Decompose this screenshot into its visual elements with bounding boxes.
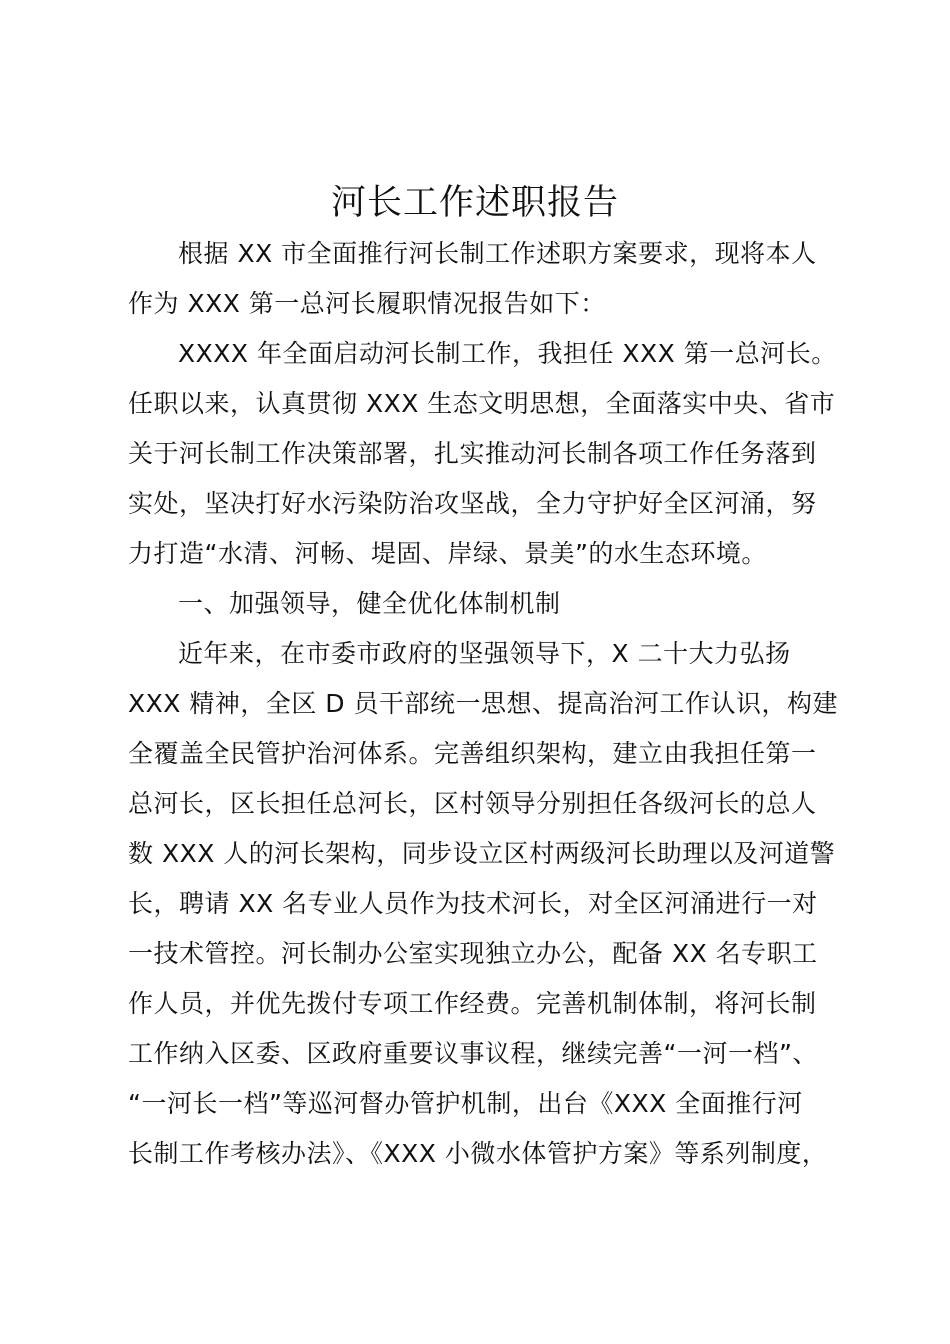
- paragraph-line: 力打造“水清、河畅、堤固、岸绿、景美”的水生态环境。: [128, 539, 767, 568]
- paragraph-line: 一技术管控。河长制办公室实现独立办公，配备 XX 名专职工: [128, 939, 818, 968]
- paragraph-line: 作为 XXX 第一总河长履职情况报告如下：: [128, 289, 606, 318]
- paragraph-line: 长，聘请 XX 名专业人员作为技术河长，对全区河涌进行一对: [128, 889, 818, 918]
- paragraph-line: 长制工作考核办法》、《XXX 小微水体管护方案》等系列制度，: [128, 1139, 828, 1168]
- paragraph-line: 数 XXX 人的河长架构，同步设立区村两级河长助理以及河道警: [128, 839, 836, 868]
- paragraph-line: “一河长一档”等巡河督办管护机制，出台《XXX 全面推行河: [128, 1089, 803, 1118]
- paragraph-line: 作人员，并优先拨付专项工作经费。完善机制体制，将河长制: [128, 989, 817, 1018]
- document-title: 河长工作述职报告: [330, 183, 619, 223]
- paragraph-line: 实处，坚决打好水污染防治攻坚战，全力守护好全区河涌，努: [128, 489, 817, 518]
- paragraph-line: 工作纳入区委、区政府重要议事议程，继续完善“一河一档”、: [128, 1039, 818, 1068]
- paragraph-line: 关于河长制工作决策部署，扎实推动河长制各项工作任务落到: [128, 439, 817, 468]
- paragraph-line: 近年来，在市委市政府的坚强领导下，X 二十大力弘扬: [178, 639, 791, 668]
- paragraph-line: 总河长，区长担任总河长，区村领导分别担任各级河长的总人: [128, 789, 817, 818]
- paragraph-line: 任职以来，认真贯彻 XXX 生态文明思想，全面落实中央、省市: [128, 389, 836, 418]
- paragraph-line: 全覆盖全民管护治河体系。完善组织架构，建立由我担任第一: [128, 739, 817, 768]
- paragraph-line: 根据 XX 市全面推行河长制工作述职方案要求，现将本人: [178, 239, 817, 268]
- paragraph-line: XXX 精神，全区 D 员干部统一思想、提高治河工作认识，构建: [128, 689, 838, 718]
- section-heading: 一、加强领导，健全优化体制机制: [178, 589, 561, 618]
- paragraph-line: XXXX 年全面启动河长制工作，我担任 XXX 第一总河长。: [178, 339, 837, 368]
